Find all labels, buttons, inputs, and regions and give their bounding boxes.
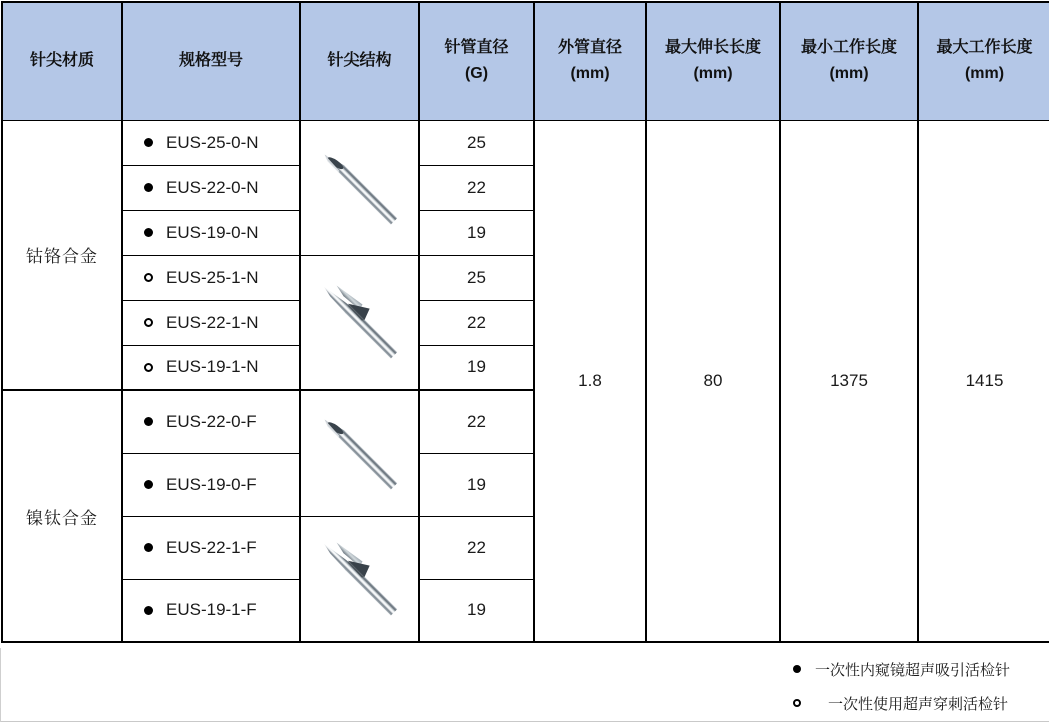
notched-needle-illustration <box>307 526 413 632</box>
max-working-length-value: 1415 <box>918 120 1049 642</box>
model-cell <box>122 120 300 165</box>
header-unit: (mm) <box>829 65 869 83</box>
bullet-icon <box>144 480 153 489</box>
column-header-tip-material <box>2 2 122 120</box>
header-row <box>2 2 1049 120</box>
column-header-max-extension <box>646 2 780 120</box>
bullet-icon <box>144 417 153 426</box>
gauge-cell: 25 <box>419 255 534 300</box>
model-label: EUS-22-0-N <box>166 177 259 197</box>
header-label: 针尖结构 <box>327 52 392 70</box>
model-cell <box>122 255 300 300</box>
legend-item <box>793 688 1010 718</box>
header-label: 针管直径 <box>444 39 509 57</box>
model-cell <box>122 390 300 453</box>
header-label: 最大工作长度 <box>936 39 1033 57</box>
material-cell: 钴铬合金 <box>2 120 122 390</box>
header-unit: (mm) <box>570 65 610 83</box>
gauge-cell: 25 <box>419 120 534 165</box>
model-cell <box>122 579 300 642</box>
model-label: EUS-19-0-N <box>166 222 259 242</box>
model-label: EUS-22-0-F <box>166 411 257 431</box>
header-label: 最大伸长长度 <box>664 39 761 57</box>
table-header <box>2 2 1049 120</box>
column-header-max-working-length <box>918 2 1049 120</box>
model-label: EUS-19-0-F <box>166 474 257 494</box>
model-cell <box>122 345 300 390</box>
gauge-cell: 19 <box>419 345 534 390</box>
model-label: EUS-19-1-F <box>166 600 257 620</box>
bullet-icon <box>144 363 153 372</box>
needle-structure-cell <box>300 255 419 390</box>
column-header-outer-diameter <box>534 2 646 120</box>
bullet-icon <box>144 228 153 237</box>
bullet-icon <box>144 543 153 552</box>
gauge-cell: 22 <box>419 165 534 210</box>
header-label: 针尖材质 <box>29 52 94 70</box>
legend-label: 一次性内窥镜超声吸引活检针 <box>814 661 1010 679</box>
page-left-edge <box>0 648 1 722</box>
column-header-tip-structure <box>300 2 419 120</box>
gauge-cell: 22 <box>419 516 534 579</box>
bullet-icon <box>144 273 153 282</box>
material-cell: 镍钛合金 <box>2 390 122 642</box>
bullet-icon <box>144 183 153 192</box>
model-label: EUS-19-1-N <box>166 357 259 377</box>
model-cell <box>122 165 300 210</box>
table-body <box>2 120 1049 642</box>
model-cell <box>122 516 300 579</box>
header-label: 最小工作长度 <box>800 39 897 57</box>
hollow-circle-icon <box>793 699 801 707</box>
bullet-icon <box>144 138 153 147</box>
legend-label: 一次性使用超声穿刺活检针 <box>827 695 1008 713</box>
model-cell <box>122 210 300 255</box>
legend-item <box>793 654 1010 684</box>
column-header-spec-model <box>122 2 300 120</box>
model-cell <box>122 453 300 516</box>
needle-structure-cell <box>300 120 419 255</box>
outer-diameter-value: 1.8 <box>534 120 646 642</box>
bevel-needle-illustration <box>307 135 413 241</box>
gauge-cell: 19 <box>419 453 534 516</box>
column-header-needle-gauge <box>419 2 534 120</box>
gauge-cell: 22 <box>419 300 534 345</box>
gauge-cell: 22 <box>419 390 534 453</box>
table-row <box>2 120 1049 165</box>
legend <box>793 650 1010 718</box>
notched-needle-illustration <box>307 269 413 375</box>
model-label: EUS-22-1-F <box>166 537 257 557</box>
header-unit: (mm) <box>693 65 733 83</box>
model-label: EUS-25-0-N <box>166 132 259 152</box>
column-header-min-working-length <box>780 2 918 120</box>
bullet-icon <box>144 318 153 327</box>
header-label: 规格型号 <box>178 52 243 70</box>
needle-structure-cell <box>300 516 419 642</box>
header-unit: (G) <box>464 65 489 83</box>
header-label: 外管直径 <box>557 39 622 57</box>
header-unit: (mm) <box>964 65 1005 83</box>
gauge-cell: 19 <box>419 579 534 642</box>
bevel-needle-illustration <box>307 400 413 506</box>
filled-circle-icon <box>793 665 801 673</box>
gauge-cell: 19 <box>419 210 534 255</box>
model-line <box>144 133 299 153</box>
bullet-icon <box>144 606 153 615</box>
max-extension-value: 80 <box>646 120 780 642</box>
model-label: EUS-22-1-N <box>166 312 259 332</box>
model-cell <box>122 300 300 345</box>
needle-spec-table <box>1 1 1049 643</box>
needle-structure-cell <box>300 390 419 516</box>
min-working-length-value: 1375 <box>780 120 918 642</box>
model-label: EUS-25-1-N <box>166 267 259 287</box>
